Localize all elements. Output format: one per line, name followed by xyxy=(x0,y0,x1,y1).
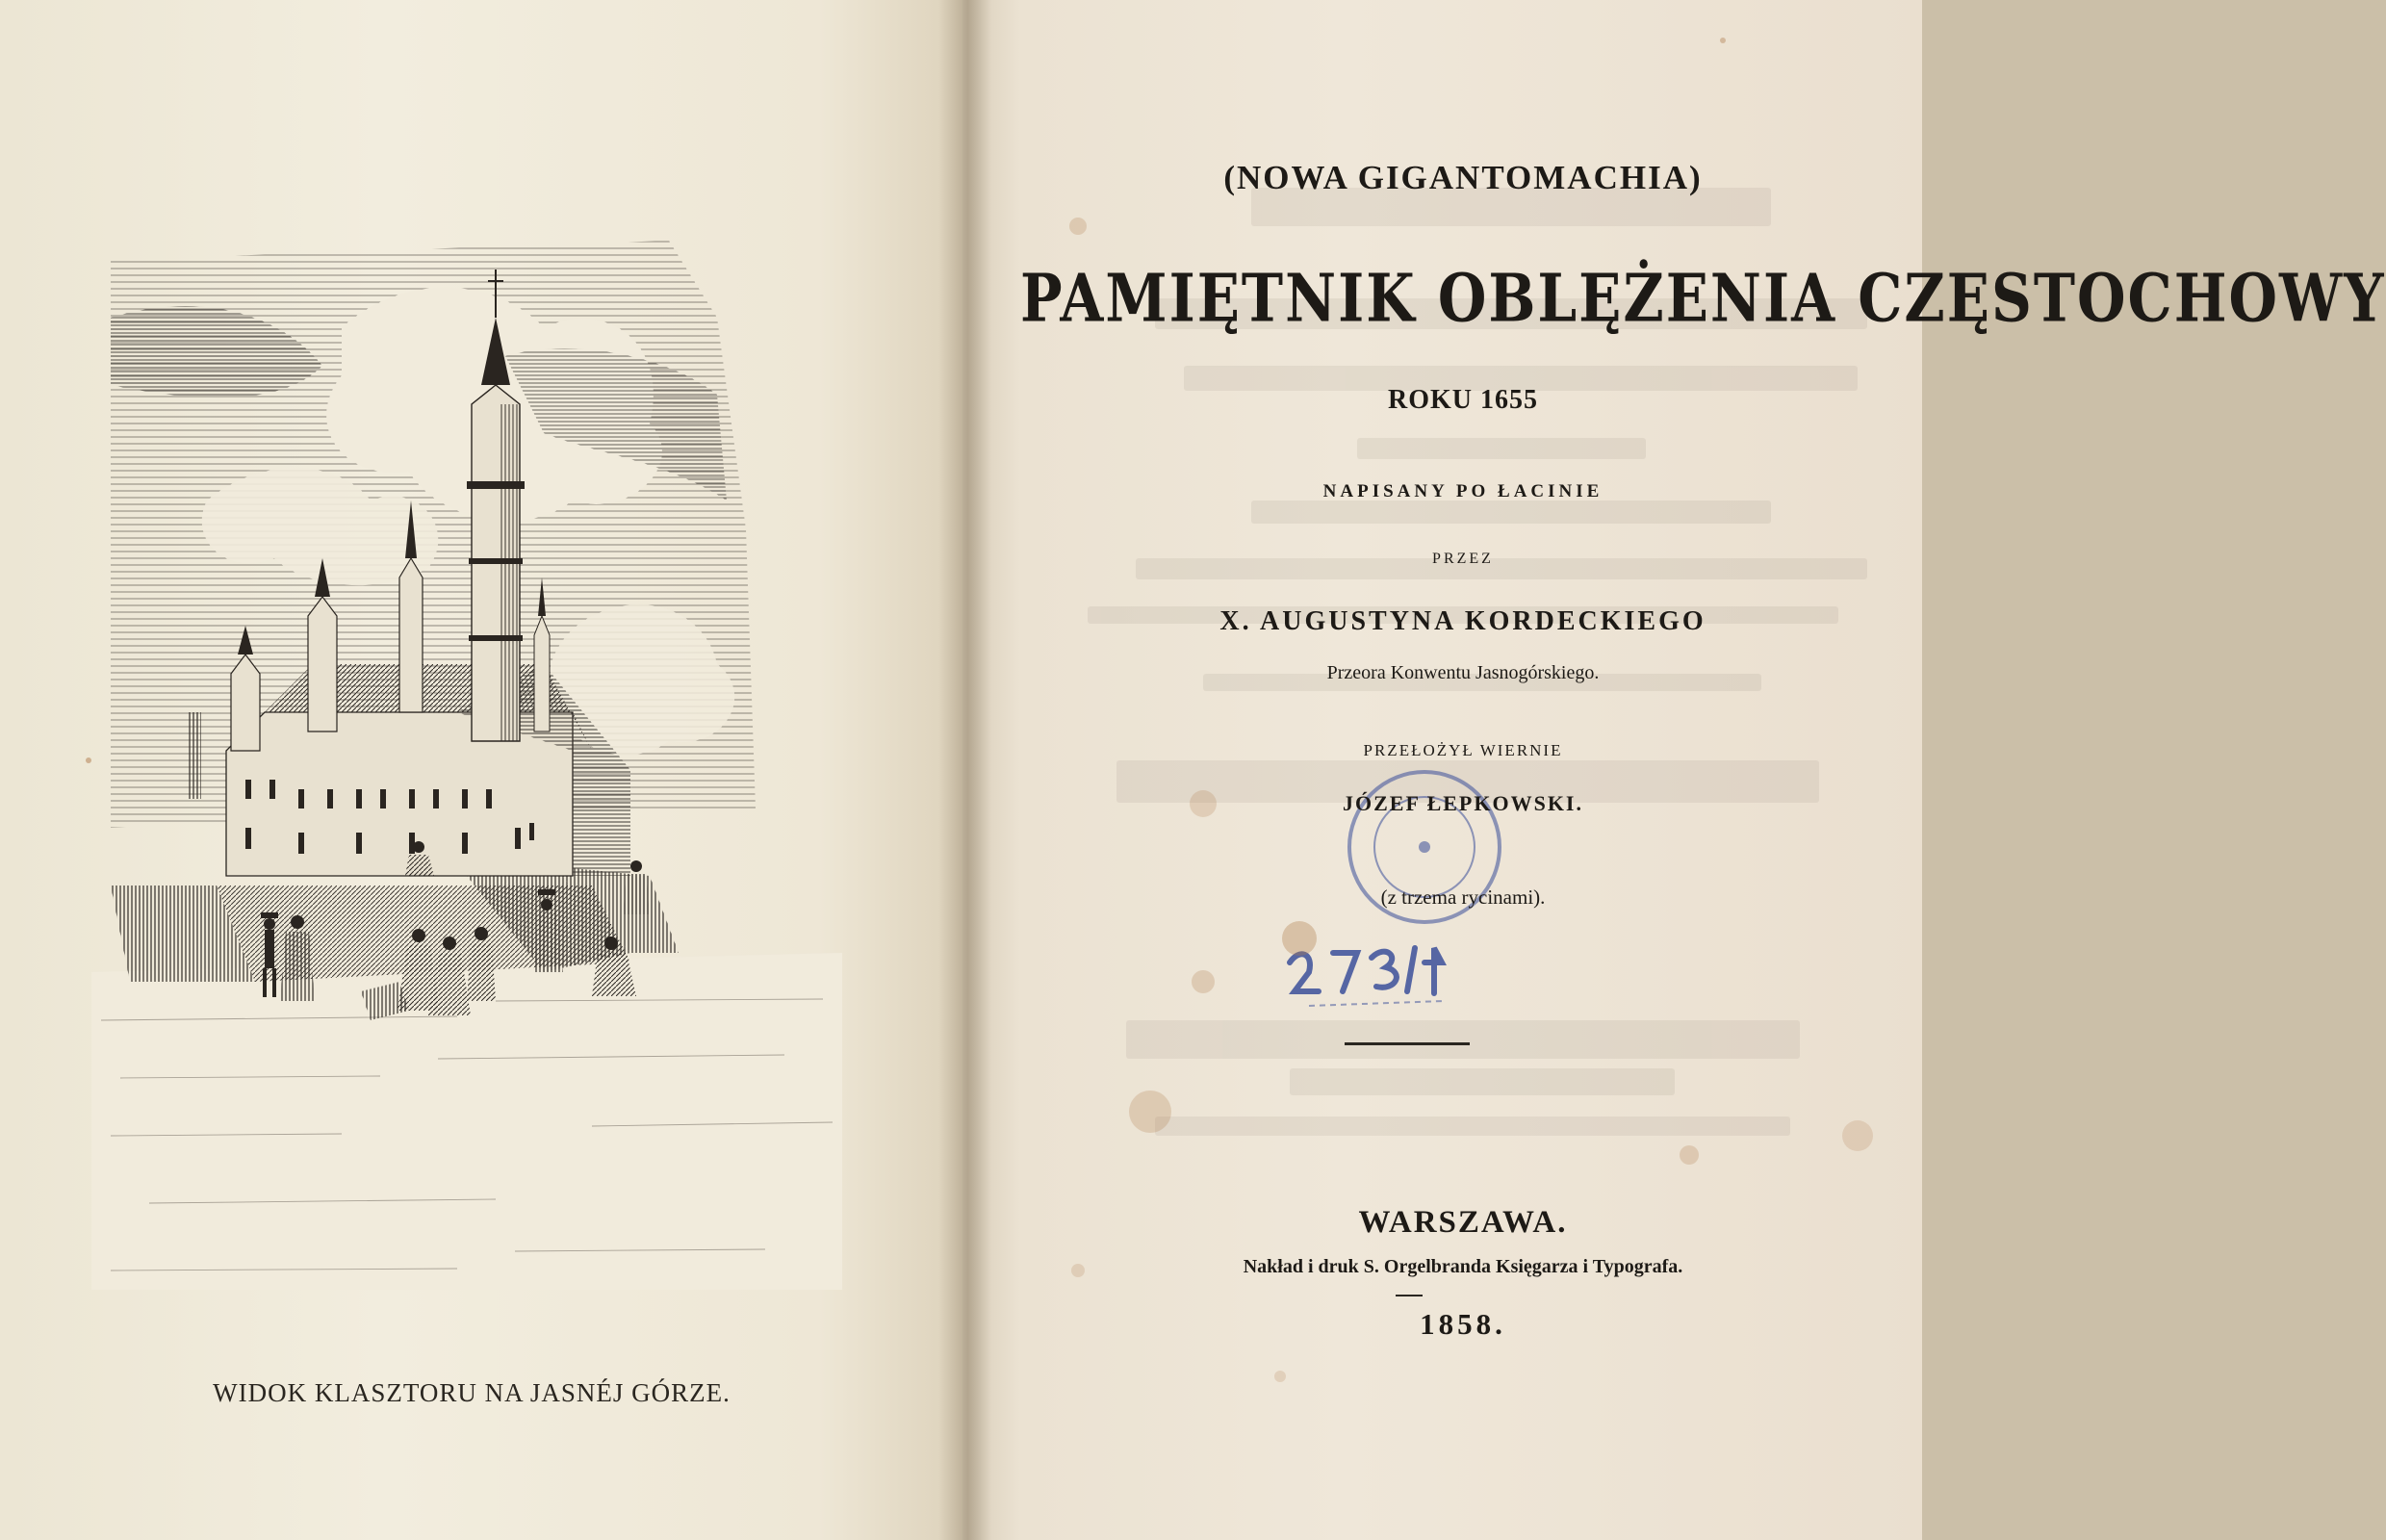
title-main: PAMIĘTNIK OBLĘŻENIA CZĘSTOCHOWY xyxy=(1020,260,2386,338)
publication-date: 1858. xyxy=(1420,1307,1506,1341)
left-page xyxy=(0,0,962,1540)
translated-line: PRZEŁOŻYŁ WIERNIE xyxy=(1363,741,1563,759)
monastery-engraving xyxy=(91,212,842,1348)
title-subtitle: (NOWA GIGANTOMACHIA) xyxy=(1223,159,1703,196)
publisher-line: Nakład i druk S. Orgelbranda Księgarza i Typografa. xyxy=(1243,1256,1683,1277)
translator-name: JÓZEF ŁEPKOWSKI. xyxy=(1342,791,1583,815)
title-rule xyxy=(1345,1042,1470,1045)
written-in-latin-line: NAPISANY PO ŁACINIE xyxy=(1322,481,1603,501)
title-year-line: ROKU 1655 xyxy=(1388,385,1538,415)
publication-city: WARSZAWA. xyxy=(1358,1205,1568,1240)
author-name: X. AUGUSTYNA KORDECKIEGO xyxy=(1219,606,1706,636)
book-gutter xyxy=(938,0,991,1540)
by-line: PRZEZ xyxy=(1432,551,1494,567)
short-rule xyxy=(1396,1295,1423,1296)
author-title: Przeora Konwentu Jasnogórskiego. xyxy=(1326,662,1600,683)
plates-note: (z trzema rycinami). xyxy=(1380,886,1546,909)
engraving-caption: WIDOK KLASZTORU NA JASNÉJ GÓRZE. xyxy=(213,1378,731,1407)
